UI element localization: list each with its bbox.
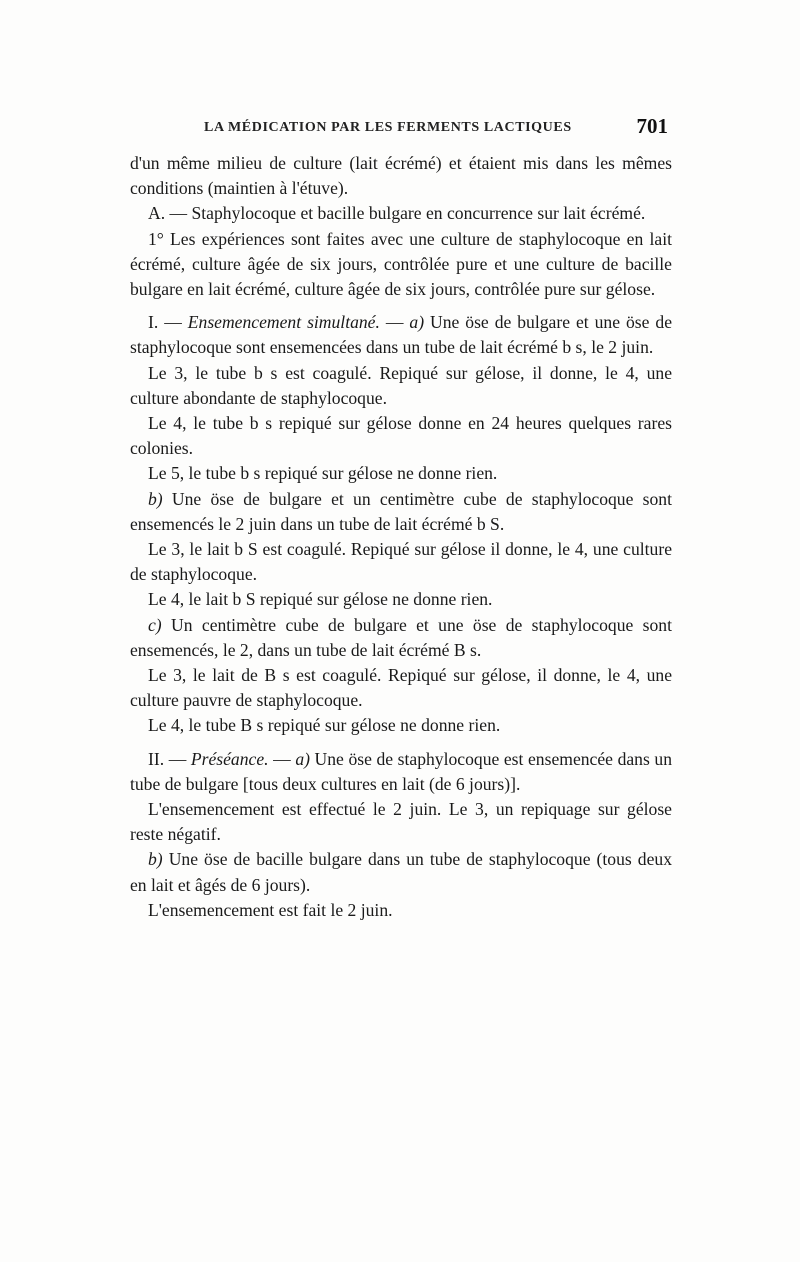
subsection-marker: b) xyxy=(148,488,163,509)
section-dash: — xyxy=(379,312,410,333)
paragraph-text: Une öse de bulgare et une öse de staphylocoque sont ensemencées dans un tube de lait écrémé b s, le 2 juin. xyxy=(130,312,673,358)
paragraph-experiment-intro: 1° Les expériences sont faites avec une culture de staphylocoque en lait écrémé, culture âgée de six jours, contrôlée pure et une culture de bacille bulgare en lait écrémé, culture âgée de six jours, contrôlée pure sur gélose. xyxy=(130,228,672,300)
paragraph-subsection-b xyxy=(130,847,672,897)
paragraph-subsection-c xyxy=(130,613,672,663)
subsection-marker: a) xyxy=(409,312,425,333)
paragraph-text: Un centimètre cube de bulgare et une öse de staphylocoque sont ensemencés, le 2, dans un tube de lait écrémé B s. xyxy=(130,614,672,660)
paragraph: L'ensemencement est effectué le 2 juin. Le 3, un repiquage sur gélose reste négatif. xyxy=(130,799,672,845)
page-number: 701 xyxy=(636,114,668,138)
body-text xyxy=(130,151,672,923)
subsection-marker: c) xyxy=(148,614,162,635)
paragraph: Le 4, le lait b S repiqué sur gélose ne donne rien. xyxy=(148,589,493,610)
section-dash: — xyxy=(268,748,296,769)
section-number: II. — xyxy=(148,748,191,769)
paragraph-section-a: A. — Staphylocoque et bacille bulgare en concurrence sur lait écrémé. xyxy=(148,203,646,224)
subsection-marker: a) xyxy=(295,748,310,769)
paragraph-subsection-b xyxy=(130,487,672,537)
paragraph-text: Une öse de bulgare et un centimètre cube de staphylocoque sont ensemencés le 2 juin dans un tube de lait écrémé b S. xyxy=(130,488,672,534)
paragraph: Le 5, le tube b s repiqué sur gélose ne donne rien. xyxy=(148,463,498,484)
paragraph-text: Une öse de bacille bulgare dans un tube de staphylocoque (tous deux en lait et âgés de 6 jours). xyxy=(130,849,672,895)
section-number: I. — xyxy=(148,312,188,333)
section-title: Ensemencement simultané. xyxy=(187,312,380,333)
running-head: LA MÉDICATION PAR LES FERMENTS LACTIQUES xyxy=(204,120,572,135)
paragraph: Le 4, le tube b s repiqué sur gélose donne en 24 heures quelques rares colonies. xyxy=(130,413,672,459)
paragraph-text: Une öse de staphylocoque est ensemencée dans un tube de bulgare [tous deux cultures en lait (de 6 jours)]. xyxy=(130,748,672,794)
paragraph-section-i xyxy=(130,310,672,360)
section-title: Préséance. xyxy=(190,748,269,769)
paragraph-continuation: d'un même milieu de culture (lait écrémé) et étaient mis dans les mêmes conditions (maintien à l'étuve). xyxy=(130,153,672,199)
paragraph: Le 3, le lait b S est coagulé. Repiqué sur gélose il donne, le 4, une culture de staphylocoque. xyxy=(130,539,672,585)
subsection-marker: b) xyxy=(148,849,163,870)
paragraph: L'ensemencement est fait le 2 juin. xyxy=(148,899,393,920)
paragraph: Le 3, le tube b s est coagulé. Repiqué sur gélose, il donne, le 4, une culture abondante de staphylocoque. xyxy=(130,362,672,408)
paragraph: Le 3, le lait de B s est coagulé. Repiqué sur gélose, il donne, le 4, une culture pauvre de staphylocoque. xyxy=(130,665,672,711)
page-header xyxy=(130,114,670,144)
paragraph: Le 4, le tube B s repiqué sur gélose ne donne rien. xyxy=(148,715,501,736)
paragraph-section-ii xyxy=(130,747,672,797)
